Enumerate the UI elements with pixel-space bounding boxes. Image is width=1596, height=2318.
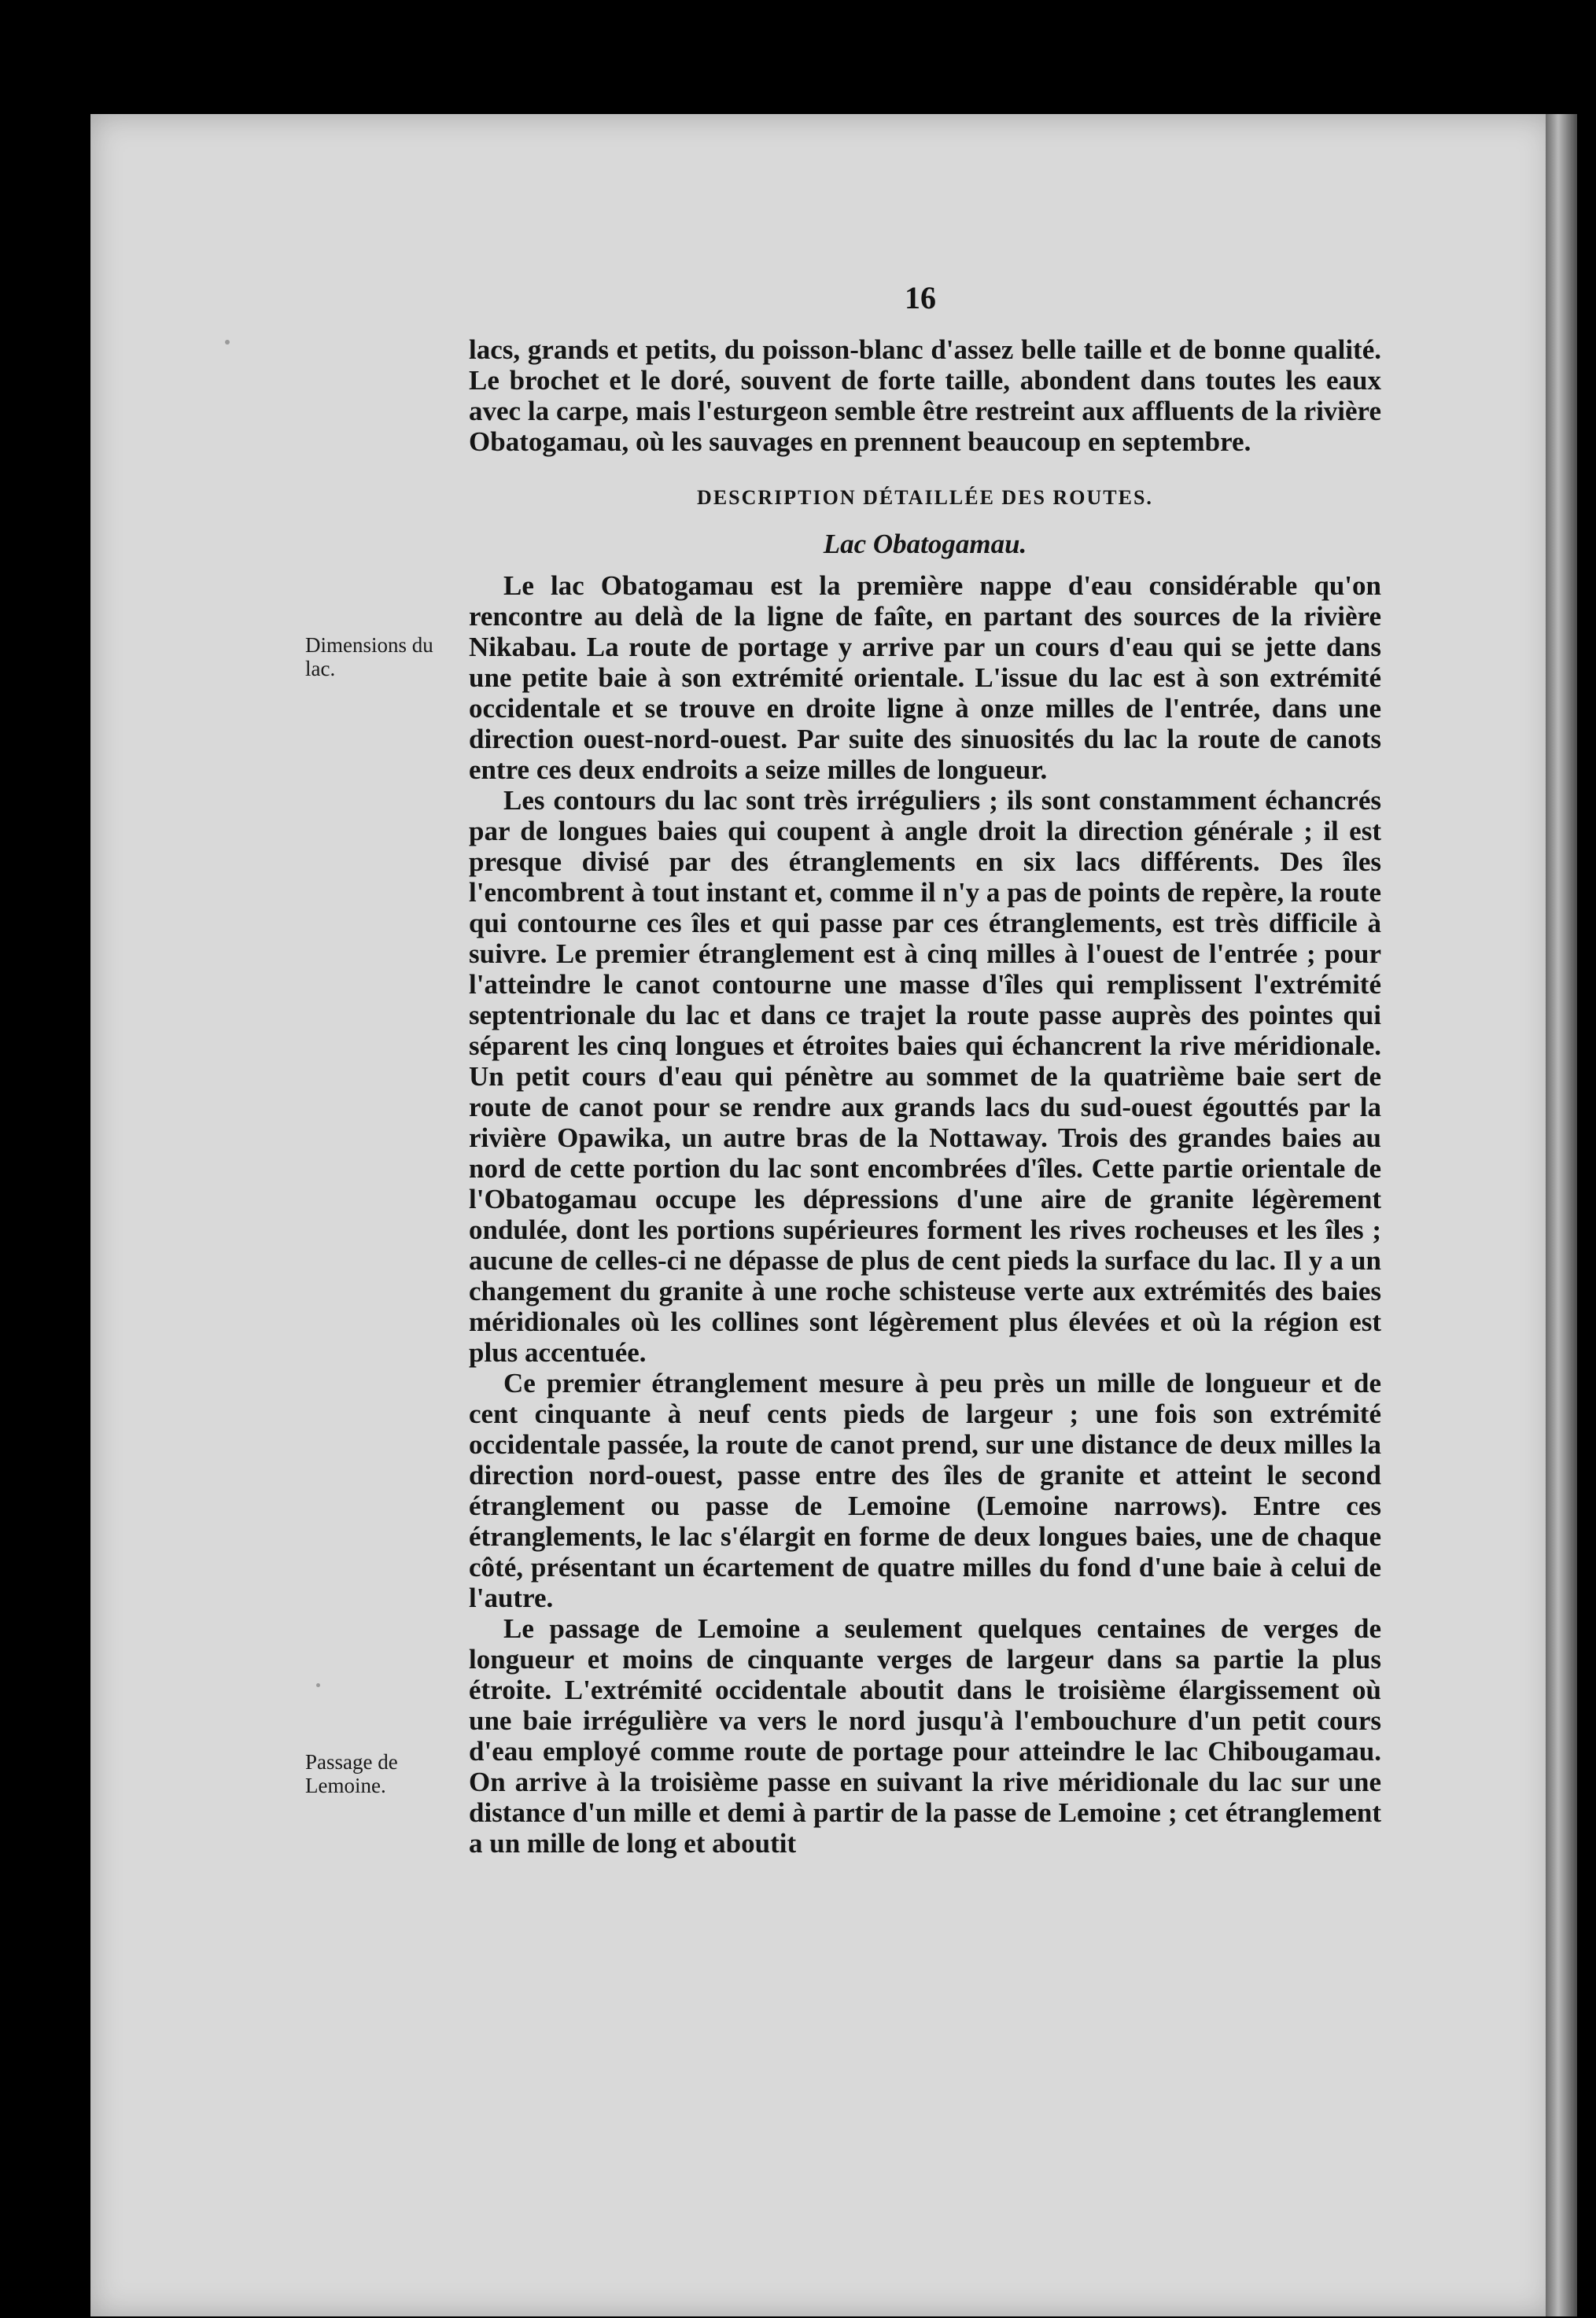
scan-speck (225, 340, 230, 345)
paragraph-intro: lacs, grands et petits, du poisson-blanc d'assez belle taille et de bonne qualité. Le brochet et le doré, souvent de forte taille, abondent dans toutes les eaux avec la carpe, mais l'esturgeon semble être restreint aux affluents de la rivière Obatogamau, où les sauvages en prennent beaucoup en septembre. (469, 334, 1381, 457)
page-gutter-edge (1546, 114, 1577, 2316)
sidenote-passage-de-lemoine: Passage de Lemoine. (305, 1750, 398, 1797)
paragraph: Le lac Obatogamau est la première nappe d'eau considérable qu'on rencontre au delà de la ligne de faîte, en partant des sources de la rivière Nikabau. La route de portage y arrive par un cours d'eau qui se jette dans une petite baie à son extrémité orientale. L'issue du lac est à son extrémité occidentale et se trouve en droite ligne à onze milles de l'entrée, dans une direction ouest-nord-ouest. Par suite des sinuosités du lac la route de canots entre ces deux endroits a seize milles de longueur. (469, 570, 1381, 785)
paragraph: Les contours du lac sont très irréguliers ; ils sont constamment échancrés par de longues baies qui coupent à angle droit la direction générale ; il est presque divisé par des étranglements en six lacs différents. Des îles l'encombrent à tout instant et, comme il n'y a pas de points de repère, la route qui contourne ces îles et qui passe par ces étranglements, est très difficile à suivre. Le premier étranglement est à cinq milles à l'ouest de l'entrée ; pour l'atteindre le canot contourne une masse d'îles qui remplissent l'extrémité septentrionale du lac et dans ce trajet la route passe auprès des pointes qui séparent les cinq longues et étroites baies qui échancrent la rive méridionale. Un petit cours d'eau qui pénètre au sommet de la quatrième baie sert de route de canot pour se rendre aux grands lacs du sud-ouest égouttés par la rivière Opawika, un autre bras de la Nottaway. Trois des grandes baies au nord de cette portion du lac sont encombrées d'îles. Cette partie orientale de l'Obatogamau occupe les dépressions d'une aire de granite légèrement ondulée, dont les portions supérieures forment les rives rocheuses et les îles ; aucune de celles-ci ne dépasse de plus de cent pieds la surface du lac. Il y a un changement du granite à une roche schisteuse verte aux extrémités des baies méridionales où les collines sont légèrement plus élevées et où la région est plus accentuée. (469, 785, 1381, 1368)
main-text-column (469, 334, 1381, 1859)
paragraph: Ce premier étranglement mesure à peu près un mille de longueur et de cent cinquante à neuf cents pieds de largeur ; une fois son extrémité occidentale passée, la route de canot prend, sur une distance de deux milles la direction nord-ouest, passe entre des îles de granite et atteint le second étranglement ou passe de Lemoine (Lemoine narrows). Entre ces étranglements, le lac s'élargit en forme de deux longues baies, une de chaque côté, présentant un écartement de quatre milles du fond d'une baie à celui de l'autre. (469, 1368, 1381, 1613)
sidenote-dimensions-du-lac: Dimensions du lac. (305, 633, 433, 680)
sub-heading: Lac Obatogamau. (823, 529, 1027, 559)
section-heading: DESCRIPTION DÉTAILLÉE DES ROUTES. (697, 486, 1153, 509)
scan-speck (316, 1683, 320, 1687)
paragraph: Le passage de Lemoine a seulement quelques centaines de verges de longueur et moins de cinquante verges de largeur dans sa partie la plus étroite. L'extrémité occidentale aboutit dans le troisième élargissement où une baie irrégulière va vers le nord jusqu'à l'embouchure d'un petit cours d'eau employé comme route de portage pour atteindre le lac Chibougamau. On arrive à la troisième passe en suivant la rive méridionale du lac sur une distance d'un mille et demi à partir de la passe de Lemoine ; cet étranglement a un mille de long et aboutit (469, 1613, 1381, 1859)
page-number: 16 (905, 280, 936, 315)
